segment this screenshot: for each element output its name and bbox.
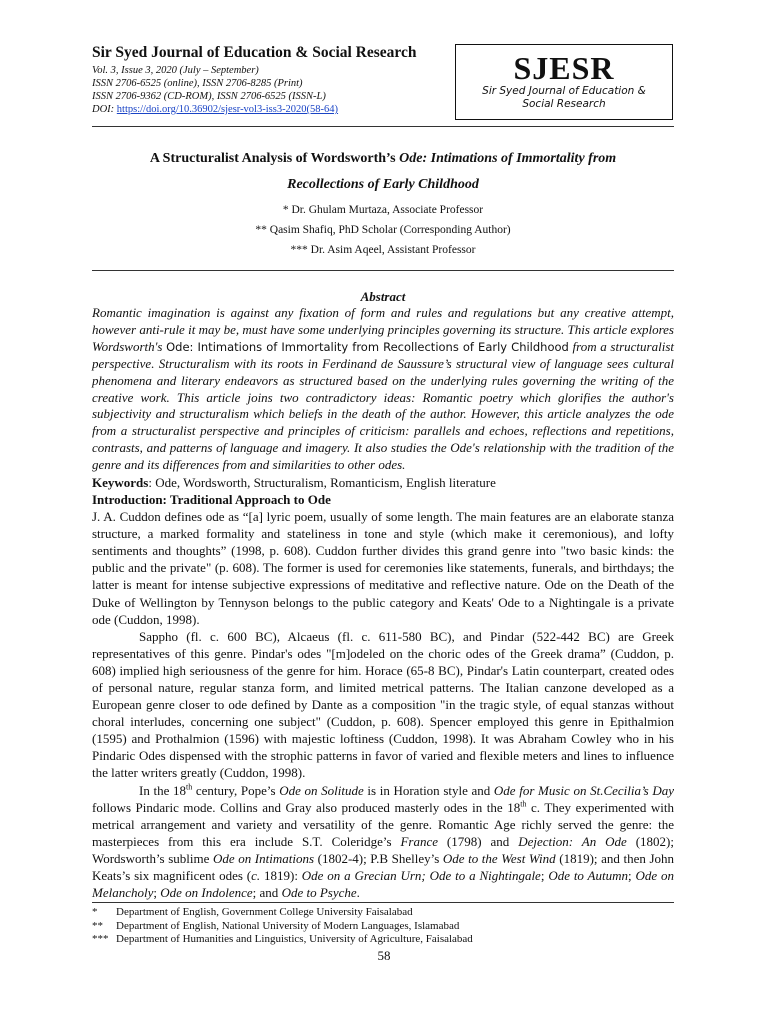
journal-title: Sir Syed Journal of Education & Social Research (92, 44, 417, 61)
p3-work-title: Ode on a Grecian Urn; Ode to a Nightingale (301, 868, 541, 884)
journal-header (92, 44, 452, 116)
abstract-text-part-2: from a structuralist perspective. Structuralism with its roots in Ferdinand de Saussure’s structural view of language sees cultural phenomena and literary endeavors as structured based on the underlying rules governing the writing of the creative work. This article joins two contradictory ideas: Romantic poetry which glorifies the author's subjectivity and structuralism which beliefs in the death of the author. However, this article analyzes the ode from a structuralist perspective and principles of criticism: parallels and echoes, reflections and repetitions, contrasts, and patterns of language and imagery. It also studies the Ode's relationship with the tradition of the genre and its differences from and similarities to other odes. (92, 338, 674, 473)
abstract-text-part-1: Romantic imagination is against any fixation of form and rules and regulations but any creative attempt, however anti-rule it may be, must have some underlying principles governing its structure. This article explores Wordsworth's (92, 305, 674, 354)
p3-text: ; (540, 868, 549, 884)
footnote-text: Department of English, Government College University Faisalabad (116, 906, 413, 918)
page-number: 58 (377, 948, 391, 963)
footnote-3 (92, 933, 674, 947)
article-title-part-1: A Structuralist Analysis of Wordsworth’s (149, 151, 400, 166)
p3-text: is in Horation style and (363, 782, 494, 798)
footnote-mark: ** (92, 919, 103, 932)
p3-text: (1819); and then John Keats’s six magnificent odes ( (92, 850, 675, 884)
p3-work-title: Ode to Autumn (548, 868, 628, 884)
journal-logo-sub-1: Sir Syed Journal of Education & (482, 85, 646, 97)
article-title-line-2: Recollections of Early Childhood (287, 177, 479, 192)
p3-text: ; (153, 885, 161, 901)
footnote-1 (92, 906, 674, 920)
issn-line-2: ISSN 2706-9362 (CD-ROM), ISSN 2706-6525 (ISSN-L) (92, 91, 326, 102)
doi-link[interactable]: https://doi.org/10.36902/sjesr-vol3-iss3-2020(58-64) (116, 104, 339, 115)
footnote-2 (92, 920, 674, 934)
p3-work-title: Dejection: An Ode (518, 833, 627, 849)
p3-text: In the 18 (139, 782, 186, 798)
article-title (92, 146, 674, 198)
issn-line-1: ISSN 2706-6525 (online), ISSN 2706-8285 (Print) (92, 78, 303, 89)
p3-work-title: Ode for Music on St.Cecilia’s Day (493, 782, 674, 798)
abstract-poem-title: Ode: Intimations of Immortality from Recollections of Early Childhood (166, 339, 569, 354)
title-divider (92, 270, 674, 271)
article-title-block (92, 146, 674, 260)
footnote-text: Department of English, National University of Modern Languages, Islamabad (116, 919, 460, 932)
journal-logo-mark: SJESR (513, 50, 615, 86)
paragraph-1: J. A. Cuddon defines ode as “[a] lyric poem, usually of some length. The main features are an elaborate stanza structure, a marked formality and stateliness in tone and style (which make it ceremonious), and lofty sentiments and thoughts” (1998, p. 608). Cuddon further divides this grand genre into "two basic kinds: the public and the private" (p. 608). The former is used for ceremonies like statements, funerals, and birthdays; the latter is meant for intense subjective expressions of meditative and reflective nature. Ode on the Death of the Duke of Wellington by Tennyson belongs to the public category and Keats' Ode to a Nightingale is a private ode (Cuddon, 1998). (92, 509, 674, 627)
p3-text: (1802-4); P.B Shelley’s (314, 850, 443, 866)
journal-logo-box (455, 44, 673, 120)
author-2: ** Qasim Shafiq, PhD Scholar (Corresponding Author) (255, 224, 511, 236)
p3-text: ; and (252, 885, 282, 901)
p3-text: 1819): (260, 868, 302, 884)
p3-text: century, Pope’s (192, 782, 280, 798)
p3-work-title: Ode to the West Wind (442, 850, 556, 866)
volume-line: Vol. 3, Issue 3, 2020 (July – September) (92, 65, 259, 76)
p3-text: (1798) and (437, 833, 519, 849)
abstract-text (92, 305, 674, 474)
footnote-divider (92, 902, 674, 903)
abstract-heading: Abstract (360, 289, 406, 304)
p3-work-title: France (400, 833, 438, 849)
p3-text: . (356, 885, 360, 901)
footnote-mark: * (92, 906, 98, 918)
paragraph-2: Sappho (fl. c. 600 BC), Alcaeus (fl. c. 611-580 BC), and Pindar (522-442 BC) are Greek representatives of this genre. Pindar's odes "[m]odeled on the choric odes of the Greek drama” (Cuddon, p. 608) implied high seriousness of the genre for him. Horace (65-8 BC), Pindar's Latin counterpart, created odes of personal nature, regular stanza form, and limited metrical patterns. The Italian canzone developed as a European genre closer to ode defined by Dante as a composition "in the tragic style, of equal stanzas without choral interludes, concerning one subject" (Cuddon, p. 608). Spencer employed this genre in Epithalmion (1595) and Prothalmion (1596) with majestic loftiness (Cuddon, 1998). It was Abraham Cowley who in his Pindaric Odes dispensed with the strophic patterns in favor of varied and flexible meters and lines to influence the latter writers greatly (Cuddon, 1998). (92, 628, 674, 781)
keywords-text: : Ode, Wordsworth, Structuralism, Romanticism, English literature (148, 475, 496, 491)
article-title-part-2: Ode: Intimations of Immortality from (399, 151, 617, 166)
p3-text: c. They experimented with metrical arrangement and variety and versatility of the genre. Romantic Age richly served the genre: the masterpieces from this era include S.T. Coleridge’s (92, 799, 674, 849)
article-body (92, 288, 674, 901)
keywords-label: Keywords (92, 475, 149, 491)
footnote-text: Department of Humanities and Linguistics, University of Agriculture, Faisalabad (116, 933, 473, 946)
footnotes (92, 906, 674, 947)
p3-work-title: Ode on Melancholy (92, 868, 674, 901)
p3-work-title: Ode to Psyche (281, 885, 357, 901)
doi-line (92, 103, 452, 116)
p3-text: (1802); Wordsworth’s sublime (92, 833, 674, 866)
p3-sup: th (520, 799, 527, 809)
keywords-line (92, 474, 674, 491)
p3-work-title: Ode on Intimations (212, 850, 315, 866)
section-heading: Introduction: Traditional Approach to Ode (92, 492, 331, 508)
author-3: *** Dr. Asim Aqeel, Assistant Professor (290, 244, 476, 256)
p3-text: ; (628, 868, 636, 884)
p3-sup: th (186, 782, 193, 792)
p3-work-title: c. (251, 868, 261, 884)
p3-work-title: Ode on Indolence (160, 885, 253, 901)
p3-text: follows Pindaric mode. Collins and Gray also produced masterly odes in the 18 (92, 799, 521, 815)
header-divider (92, 126, 674, 127)
journal-logo-sub-2: Social Research (522, 98, 606, 110)
p3-work-title: Ode on Solitude (279, 782, 364, 798)
footnote-mark: *** (92, 933, 109, 946)
doi-label: DOI: (92, 104, 117, 115)
paragraph-3 (92, 782, 674, 902)
author-1: * Dr. Ghulam Murtaza, Associate Professor (282, 204, 484, 216)
